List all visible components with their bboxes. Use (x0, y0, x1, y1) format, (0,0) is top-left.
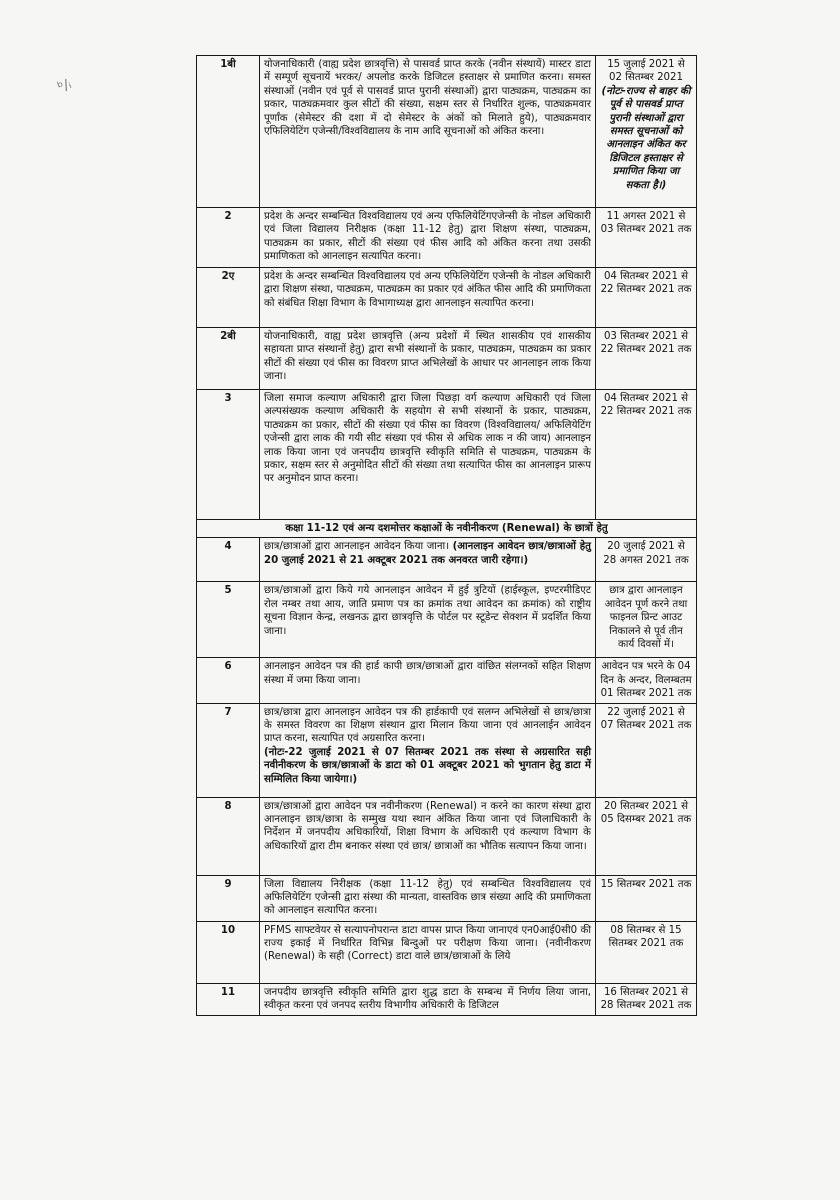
row-date: 22 जुलाई 2021 से 07 सितम्बर 2021 तक (596, 703, 697, 797)
row-date: 20 जुलाई 2021 से 28 अगस्त 2021 तक (596, 538, 697, 582)
row-date: 11 अगस्त 2021 से 03 सितम्बर 2021 तक (596, 208, 697, 268)
row-description-text: छात्र/छात्रा द्वारा आनलाइन आवेदन पत्र की हार्डकापी एवं सलग्न अभिलेखों से छात्र/छात्रा के समस्त विवरण का शिक्षण संस्थान द्वारा मिलान किया जाना एवं आनलाईन आवेदन प्राप्त करना, सत्यापित एवं अग्रसारित करना। (264, 706, 591, 745)
row-date: छात्र द्वारा आनलाइन आवेदन पूर्ण करने तथा फाइनल प्रिन्ट आउट निकालने से पूर्व तीन कार्य दिवसों में। (596, 582, 697, 658)
row-date: 08 सितम्बर से 15 सितम्बर 2021 तक (596, 921, 697, 983)
table-row (197, 582, 697, 658)
row-number: 4 (197, 538, 260, 582)
row-number: 6 (197, 658, 260, 703)
row-number: 2 (197, 208, 260, 268)
row-description: आनलाइन आवेदन पत्र की हार्ड कापी छात्र/छात्राओं द्वारा वांछित संलग्नकों सहित शिक्षण संस्था में जमा किया जाना। (260, 658, 596, 703)
section-heading: कक्षा 11-12 एवं अन्य दशमोत्तर कक्षाओं के नवीनीकरण (Renewal) के छात्रों हेतु (197, 520, 697, 538)
margin-mark: ᵇ/ᵢ (55, 76, 74, 96)
table-row (197, 390, 697, 520)
table-row (197, 538, 697, 582)
row-date: 20 सितम्बर 2021 से 05 दिसम्बर 2021 तक (596, 797, 697, 875)
table-row (197, 658, 697, 703)
table-row (197, 921, 697, 983)
row-description: जिला समाज कल्याण अधिकारी द्वारा जिला पिछड़ा वर्ग कल्याण अधिकारी एवं जिला अल्पसंख्यक कल्याण अधिकारी के सहयोग से सभी संस्थानों के प्रकार, पाठ्यक्रम, पाठ्यक्रम का प्रकार, सीटों की संख्या एवं फीस का विवरण (विश्वविद्यालय/ अफिलियेटिंग एजेन्सी द्वारा लाक की गयी सीट संख्या एवं फीस से अधिक लाक न की जाय) आनलाइन लाक किया जाना एवं जनपदीय छात्रवृत्ति स्वीकृति समिति से पाठ्यक्रम, पाठ्यक्रम के प्रकार, सक्षम स्तर से अनुमोदित सीटों की संख्या तथा सत्यापित फीस का आनलाइन प्रारूप पर अनुमोदन प्राप्त करना। (260, 390, 596, 520)
table-row (197, 797, 697, 875)
row-description (260, 703, 596, 797)
section-heading-row (197, 520, 697, 538)
row-number: 7 (197, 703, 260, 797)
row-description-text: छात्र/छात्राओं द्वारा आनलाइन आवेदन किया जाना। (264, 541, 453, 553)
row-description: प्रदेश के अन्दर सम्बन्धित विश्वविद्यालय एवं अन्य एफिलियेटिंग एजेन्सी के नोडल अधिकारी द्वारा शिक्षण संस्था, पाठ्यक्रम, पाठ्यक्रम का प्रकार एवं अंकित फीस आदि की प्रमाणिकता को संबंधित शिक्षा विभाग के विभागाध्यक्ष द्वारा आनलाइन सत्यापित करना। (260, 268, 596, 328)
table-row (197, 268, 697, 328)
row-number: 9 (197, 875, 260, 921)
table-row (197, 56, 697, 208)
table-row (197, 875, 697, 921)
row-description: PFMS साफ्टवेयर से सत्यापनोपरान्त डाटा वापस प्राप्त किया जानाएवं एन0आई0सी0 की राज्य इकाई में निर्धारित विभिन्न बिन्दुओं पर परीक्षण किया जाना। (नवीनीकरण (Renewal) के सही (Correct) डाटा वाले छात्र/छात्राओं के लिये (260, 921, 596, 983)
row-description: छात्र/छात्राओं द्वारा किये गये आनलाइन आवेदन में हुई त्रुटियों (हाईस्कूल, इण्टरमीडिएट रोल नम्बर तथा आय, जाति प्रमाण पत्र का क्रमांक तथा आवेदन का क्रमांक) को राष्ट्रीय सूचना विज्ञान केन्द्र, लखनऊ द्वारा छात्रवृत्ति के पोर्टल पर स्टूडेन्ट सेक्शन में प्रदर्शित किया जाना। (260, 582, 596, 658)
row-date: 04 सितम्बर 2021 से 22 सितम्बर 2021 तक (596, 390, 697, 520)
row-number: 3 (197, 390, 260, 520)
row-description: योजनाधिकारी, वाह्य प्रदेश छात्रवृत्ति (अन्य प्रदेशों में स्थित शासकीय एवं शासकीय सहायता प्राप्त संस्थानों हेतु) द्वारा सभी संस्थानों के प्रकार, पाठ्यक्रम, पाठ्यक्रम का प्रकार सीटों की संख्या एवं फीस का विवरण प्राप्त अभिलेखों के आधार पर आनलाइन लाक किया जाना। (260, 328, 596, 390)
row-description-note: (नोटः-22 जुलाई 2021 से 07 सितम्बर 2021 तक संस्था से अग्रसारित सही नवीनीकरण के छात्र/छात्राओं के डाटा को 01 अक्टूबर 2021 को भुगतान हेतु डाटा में सम्मिलित किया जायेगा।) (264, 746, 591, 785)
row-description: जनपदीय छात्रवृत्ति स्वीकृति समिति द्वारा शुद्ध डाटा के सम्बन्ध में निर्णय लिया जाना, स्वीकृत करना एवं जनपद स्तरीय विभागीय अधिकारी के डिजिटल (260, 983, 596, 1015)
row-date (596, 56, 697, 208)
table-row (197, 983, 697, 1015)
row-number: 2ए (197, 268, 260, 328)
row-date: 16 सितम्बर 2021 से 28 सितम्बर 2021 तक (596, 983, 697, 1015)
row-description (260, 538, 596, 582)
row-number: 8 (197, 797, 260, 875)
table-row (197, 328, 697, 390)
row-description: प्रदेश के अन्दर सम्बन्धित विश्वविद्यालय एवं अन्य एफिलियेटिंगएजेन्सी के नोडल अधिकारी एवं जिला विद्यालय निरीक्षक (कक्षा 11-12 हेतु) द्वारा शिक्षण संस्था, पाठ्यक्रम, पाठ्यक्रम का प्रकार, सीटों की संख्या एवं फीस आदि को अंकित करना तथा उसकी प्रमाणिकता को आनलाइन सत्यापित करना। (260, 208, 596, 268)
row-description: छात्र/छात्राओं द्वारा आवेदन पत्र नवीनीकरण (Renewal) न करने का कारण संस्था द्वारा आनलाइन छात्र/छात्रा के सम्मुख यथा स्थान अंकित किया जाना एवं जिलाधिकारी के निर्देशन में जनपदीय अधिकारियों, शिक्षा विभाग के अधिकारी एवं कल्याण विभाग के अधिकारियों द्वारा टीम बनाकर संस्था एवं छात्र/ छात्राओं का भौतिक सत्यापन किया जाना। (260, 797, 596, 875)
row-number: 2बी (197, 328, 260, 390)
row-number: 5 (197, 582, 260, 658)
row-date-text: 15 जुलाई 2021 से 02 सितम्बर 2021 (607, 59, 685, 84)
row-date: आवेदन पत्र भरने के 04 दिन के अन्दर, विलम्बतम 01 सितम्बर 2021 तक (596, 658, 697, 703)
schedule-table (196, 55, 697, 1016)
row-number: 11 (197, 983, 260, 1015)
row-date: 15 सितम्बर 2021 तक (596, 875, 697, 921)
row-description: योजनाधिकारी (वाह्य प्रदेश छात्रवृत्ति) से पासवर्ड प्राप्त करके (नवीन संस्थायें) मास्टर डाटा में सम्पूर्ण सूचनायें भरकर/ अपलोड करके डिजिटल हस्ताक्षर से प्रमाणित करना। समस्त संस्थाओं (नवीन एवं पूर्व से पासवर्ड प्राप्त पुरानी संस्थाओं) द्वारा पाठ्यक्रम, पाठ्यक्रम का प्रकार, पाठ्यक्रमवार कुल सीटों की संख्या, सक्षम स्तर से निर्धारित शुल्क, पाठ्यक्रमवार पूर्णांक (सेमेस्टर की दशा में दो सेमेस्टर के अंकों को मिलाते हुये), पाठ्यक्रमवार एफिलियेटिंग एजेन्सी/विश्वविद्यालय के नाम आदि सूचनाओं को अंकित करना। (260, 56, 596, 208)
row-number: 1बी (197, 56, 260, 208)
table-row (197, 703, 697, 797)
row-description: जिला विद्यालय निरीक्षक (कक्षा 11-12 हेतु) एवं सम्बन्धित विश्वविद्यालय एवं अफिलियेटिंग एजेन्सी द्वारा संस्था की मान्यता, वास्तविक छात्र संख्या आदि की प्रमाणिकता को आनलाइन सत्यापित करना। (260, 875, 596, 921)
row-date: 04 सितम्बर 2021 से 22 सितम्बर 2021 तक (596, 268, 697, 328)
row-number: 10 (197, 921, 260, 983)
row-date: 03 सितम्बर 2021 से 22 सितम्बर 2021 तक (596, 328, 697, 390)
table-row (197, 208, 697, 268)
row-date-note: (नोटः-राज्य से बाहर की पूर्व से पासवर्ड प्राप्त पुरानी संस्थाओं द्वारा समस्त सूचनाओं को आनलाइन अंकित कर डिजिटल हस्ताक्षर से प्रमाणित किया जा सकता है।) (601, 85, 691, 191)
row-description-bold-note: (आनलाइन आवेदन छात्र/छात्राओं हेतु 20 जुलाई 2021 से 21 अक्टूबर 2021 तक अनवरत जारी रहेगा।) (264, 541, 591, 566)
